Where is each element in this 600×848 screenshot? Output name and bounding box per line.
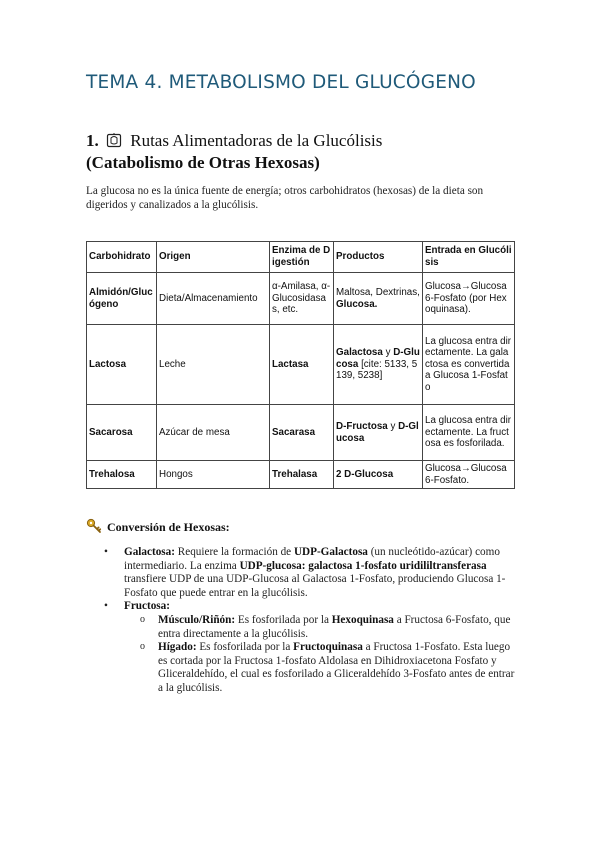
productos-bold: D-Glucosa [336, 420, 419, 444]
productos-text: y [382, 347, 394, 359]
table-header-cell: Origen [157, 242, 270, 273]
cell-origen: Hongos [157, 461, 270, 489]
galactosa-bold: UDP-glucosa: galactosa 1-fosfato uridililtransferasa [239, 559, 487, 572]
productos-bold: D-Glucosa [336, 347, 420, 370]
higado-text: a Fructosa 1-Fosfato. Esta luego es cortada por la Fructosa 1-fosfato Aldolasa en Dihidroxiacetona Fosfato y Gliceraldehído, el cual es fosforilado a Gliceraldehído 3-Fosfato antes de entrar a la glucólisis. [158, 641, 515, 694]
galactosa-label: Galactosa: [124, 546, 175, 558]
table-header-cell: Enzima de Digestión [270, 242, 334, 273]
musculo-text: Es fosforilada por la [235, 613, 332, 626]
section-number: 1. [86, 131, 99, 150]
table-header-row [87, 242, 515, 273]
digestion-table [86, 241, 515, 489]
productos-text: Maltosa, Dextrinas, [336, 286, 420, 298]
conversion-list [104, 546, 516, 696]
productos-bold: Glucosa. [336, 298, 378, 310]
cell-carbohidrato: Trehalosa [87, 461, 157, 489]
cell-entrada: Glucosa→Glucosa 6-Fosfato. [423, 461, 515, 489]
productos-bold: Galactosa [336, 347, 383, 359]
cell-enzima: Sacarasa [270, 405, 334, 461]
table-row [87, 461, 515, 489]
cooking-pot-icon [105, 132, 123, 148]
cell-entrada: La glucosa entra directamente. La fructosa es fosforilada. [423, 405, 515, 461]
list-item-higado [140, 641, 516, 695]
section-title-line1: Rutas Alimentadoras de la Glucólisis [130, 131, 383, 150]
intro-paragraph: La glucosa no es la única fuente de energía; otros carbohidratos (hexosas) de la dieta son digeridos y canalizados a la glucólisis. [86, 185, 484, 211]
cell-carbohidrato: Sacarosa [87, 405, 157, 461]
cell-carbohidrato: Lactosa [87, 325, 157, 405]
musculo-text: a Fructosa 6-Fosfato, que entra directamente a la glucólisis. [158, 613, 511, 640]
list-item-fructosa [104, 600, 516, 695]
cell-origen: Dieta/Almacenamiento [157, 273, 270, 325]
table-row [87, 405, 515, 461]
section-heading [86, 130, 516, 174]
cell-carbohidrato: Almidón/Glucógeno [87, 273, 157, 325]
cell-enzima: α-Amilasa, α-Glucosidasas, etc. [270, 273, 334, 325]
page-title: TEMA 4. METABOLISMO DEL GLUCÓGENO [86, 72, 476, 93]
conversion-heading-text: Conversión de Hexosas: [107, 520, 230, 534]
key-icon [86, 518, 102, 534]
cell-productos: 2 D-Glucosa [334, 461, 423, 489]
musculo-label: Músculo/Riñón: [158, 613, 236, 626]
conversion-heading [86, 518, 230, 535]
table-header-cell: Entrada en Glucólisis [423, 242, 515, 273]
table-header-cell: Carbohidrato [87, 242, 157, 273]
cell-entrada: La glucosa entra directamente. La galactosa es convertida a Glucosa 1-Fosfato [423, 325, 515, 405]
galactosa-text: transfiere UDP de una UDP-Glucosa al Galactosa 1-Fosfato, produciendo Glucosa 1-Fosfato que puede entrar en la glucólisis. [124, 573, 506, 599]
cell-origen: Azúcar de mesa [157, 405, 270, 461]
cell-origen: Leche [157, 325, 270, 405]
higado-text: Es fosforilada por la [196, 641, 294, 654]
productos-bold: D-Fructosa [336, 420, 388, 432]
table-header-cell: Productos [334, 242, 423, 273]
productos-text: y [387, 420, 399, 432]
cell-enzima: Lactasa [270, 325, 334, 405]
cell-productos [334, 273, 423, 325]
higado-label: Hígado: [158, 641, 197, 654]
cell-productos [334, 325, 423, 405]
section-title-line2: (Catabolismo de Otras Hexosas) [86, 153, 320, 172]
fructosa-label: Fructosa: [124, 600, 170, 613]
galactosa-bold: UDP-Galactosa [293, 546, 368, 558]
table-row [87, 325, 515, 405]
table-row [87, 273, 515, 325]
cell-entrada: Glucosa→Glucosa 6-Fosfato (por Hexoquinasa). [423, 273, 515, 325]
list-item-musculo [140, 614, 516, 641]
list-item-galactosa [104, 546, 516, 600]
galactosa-text: (un nucleótido-azúcar) como intermediario. La enzima [124, 546, 500, 572]
galactosa-text: Requiere la formación de [174, 546, 294, 558]
cell-productos [334, 405, 423, 461]
productos-citation: [cite: 5133, 5139, 5238] [336, 358, 418, 382]
cell-enzima: Trehalasa [270, 461, 334, 489]
higado-bold: Fructoquinasa [293, 641, 363, 654]
musculo-bold: Hexoquinasa [331, 613, 394, 626]
